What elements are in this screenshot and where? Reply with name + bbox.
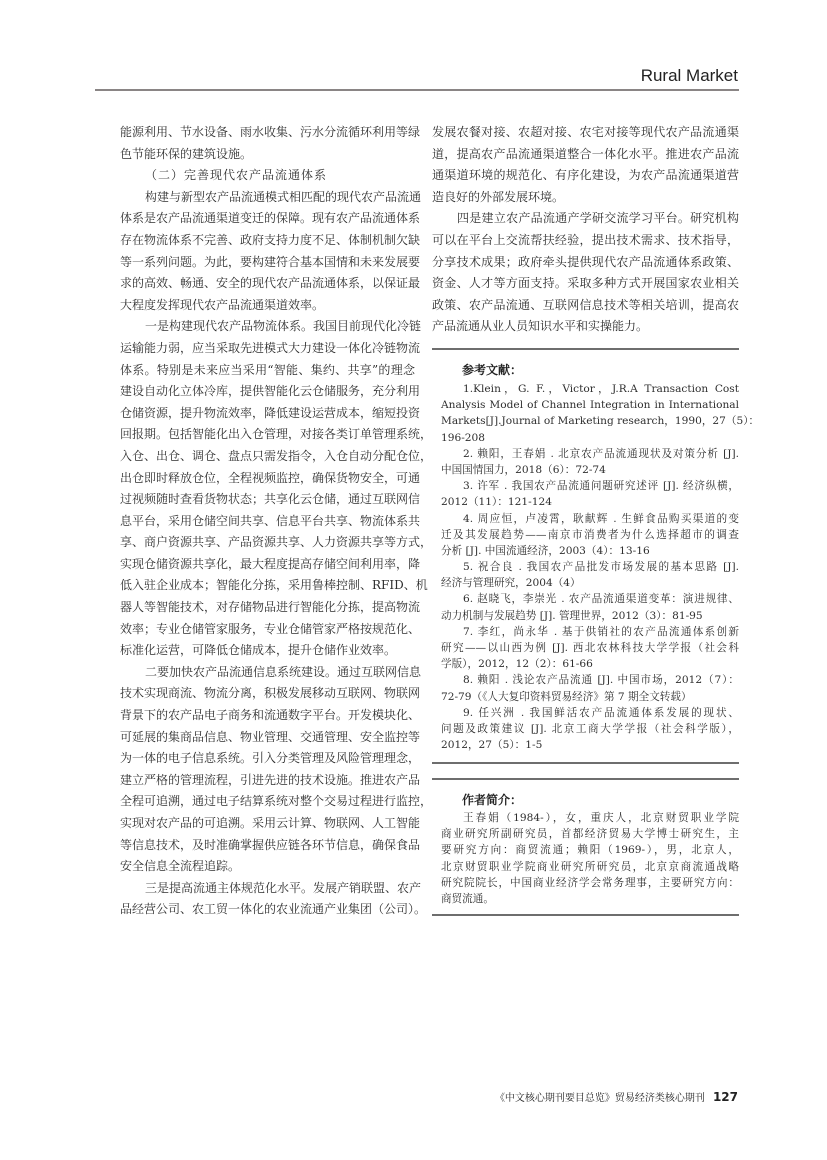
reference-line: 3. 许军 . 我国农产品流通问题研究述评 [J]. 经济纵横， bbox=[463, 480, 739, 493]
text-line: 色节能环保的建筑设施。 bbox=[120, 146, 253, 161]
left-text-column bbox=[120, 122, 433, 921]
reference-item bbox=[441, 381, 760, 446]
author-bio-line: 王春娟（1984-），女，重庆人，北京财贸职业学院 bbox=[463, 812, 739, 824]
text-line: 仓储资源，提升物流效率，降低建设运营成本，缩短投资 bbox=[120, 405, 421, 420]
text-line: 产品流通从业人员知识水平和实操能力。 bbox=[432, 319, 649, 334]
text-line: 低入驻企业成本；智能化分拣，采用鲁棒控制、RFID、机 bbox=[120, 578, 428, 593]
reference-line: 学版），2012，12（2）：61-66 bbox=[441, 658, 593, 671]
reference-line: 动力机制与发展趋势 [J]. 管理世界，2012（3）：81-95 bbox=[441, 609, 703, 622]
text-line: 可延展的集商品信息、物业管理、交通管理、安全监控等 bbox=[120, 729, 421, 744]
author-bio-line: 要研究方向：商贸流通；赖阳（1969-），男，北京人， bbox=[441, 844, 739, 857]
reference-line: 研究——以山西为例 [J]. 西北农林科技大学学报（社会科 bbox=[441, 642, 739, 654]
text-line: 通渠道环境的规范化、有序化建设，为农产品流通渠道营 bbox=[432, 168, 739, 183]
reference-line: 2012，27（5）：1-5 bbox=[441, 739, 543, 752]
text-line: 构建与新型农产品流通模式相匹配的现代农产品流通 bbox=[145, 189, 422, 204]
paragraph bbox=[120, 122, 421, 165]
text-line: 享、商户资源共享、产品资源共享、人力资源共享等方式， bbox=[120, 535, 433, 550]
text-line: 入仓、出仓、调仓、盘点只需发指令，入仓自动分配仓位， bbox=[120, 448, 433, 463]
author-bio-line: 商贸流通。 bbox=[441, 892, 494, 905]
text-line: 道，提高农产品流通渠道整合一体化水平。推进农产品流 bbox=[432, 146, 739, 161]
references-list bbox=[441, 381, 760, 753]
text-line: 全程可追溯，通过电子结算系统对整个交易过程进行监控， bbox=[120, 794, 433, 809]
text-line: 实现仓储资源共享化，最大程度提高存储空间利用率，降 bbox=[120, 556, 421, 571]
paragraph bbox=[120, 316, 433, 662]
text-line: 标准化运营，可降低仓储成本，提升仓储作业效率。 bbox=[120, 643, 397, 658]
section-heading bbox=[120, 165, 415, 187]
text-line: 求的高效、畅通、安全的现代农产品流通体系，以保证最 bbox=[120, 276, 421, 291]
text-line: 体系。特别是未来应当采用“智能、集约、共享”的理念 bbox=[120, 362, 415, 377]
reference-line: 迁及其发展趋势——南京市消费者为什么选择超市的调查 bbox=[441, 528, 739, 541]
text-line: 为一体的电子信息系统。引入分类管理及风险管理理念， bbox=[120, 751, 421, 766]
text-line: 存在物流体系不完善、政府支持力度不足、体制机制欠缺 bbox=[120, 232, 421, 247]
text-line: 技术实现商流、物流分离，积极发展移动互联网、物联网 bbox=[120, 686, 421, 701]
text-line: 三是提高流通主体规范化水平。发展产销联盟、农产 bbox=[145, 880, 422, 895]
page-footer bbox=[495, 1089, 738, 1104]
references-title: 参考文献： bbox=[462, 363, 523, 377]
text-line: 一是构建现代农产品物流体系。我国目前现代化冷链 bbox=[145, 319, 422, 334]
text-line: 四是建立农产品流通产学研交流学习平台。研究机构 bbox=[457, 211, 739, 226]
text-line: 品经营公司、农工贸一体化的农业流通产业集团（公司）。 bbox=[120, 902, 427, 917]
text-line: 运输能力弱，应当采取先进模式大力建设一体化冷链物流 bbox=[120, 340, 421, 355]
text-line: 造良好的外部发展环境。 bbox=[432, 189, 565, 204]
reference-item bbox=[441, 591, 739, 623]
reference-item bbox=[441, 446, 739, 478]
text-line: 资金、人才等方面支持。采取多种方式开展国家农业相关 bbox=[432, 276, 739, 291]
reference-line: 8. 赖阳 . 浅论农产品流通 [J]. 中国市场，2012（7）： bbox=[463, 674, 739, 687]
text-line: 能源利用、节水设备、雨水收集、污水分流循环利用等绿 bbox=[120, 125, 421, 139]
journal-header-title: Rural Market bbox=[640, 66, 738, 85]
reference-line: 2. 赖阳，王春娟 . 北京农产品流通现状及对策分析 [J]. bbox=[463, 447, 739, 460]
reference-line: Markets[J].Journal of Marketing research，1990，27（5）： bbox=[441, 415, 760, 428]
text-line: 等一系列问题。为此，要构建符合基本国情和未来发展要 bbox=[120, 254, 421, 269]
right-text-column bbox=[432, 122, 739, 338]
paragraph bbox=[120, 187, 422, 317]
reference-line: 经济与管理研究，2004（4） bbox=[441, 577, 581, 590]
text-line: 息平台，采用仓储空间共享、信息平台共享、物流体系共 bbox=[120, 513, 421, 528]
author-bio-text bbox=[441, 810, 739, 907]
text-line: 大程度发挥现代农产品流通渠道效率。 bbox=[120, 297, 325, 312]
paragraph bbox=[120, 662, 433, 878]
text-line: 出仓即时释放仓位，全程视频监控，确保货物安全，可通 bbox=[120, 470, 421, 485]
author-bio-title: 作者简介： bbox=[462, 793, 523, 807]
paragraph bbox=[432, 208, 739, 338]
author-bio-line: 商业研究所副研究员，首都经济贸易大学博士研究生，主 bbox=[441, 828, 739, 841]
text-line: （二）完善现代农产品流通体系 bbox=[145, 168, 328, 183]
reference-line: 9. 任兴洲 . 我国鲜活农产品流通体系发展的现状、 bbox=[463, 706, 739, 719]
reference-line: 1.Klein，G. F.，Victor，J.R.A Transaction Cost bbox=[463, 383, 739, 395]
reference-item bbox=[441, 478, 739, 510]
text-line: 分享技术成果；政府牵头提供现代农产品流通体系政策、 bbox=[432, 254, 739, 269]
reference-line: Analysis Model of Channel Integration in International bbox=[441, 399, 739, 412]
author-bio-box bbox=[432, 778, 739, 916]
reference-line: 72-79（《人大复印资料贸易经济》第 7 期全文转载） bbox=[441, 690, 692, 703]
reference-item bbox=[441, 705, 739, 754]
text-line: 可以在平台上交流帮扶经验，提出技术需求、技术指导， bbox=[432, 232, 739, 247]
reference-item bbox=[441, 511, 739, 560]
page-number: 127 bbox=[712, 1090, 738, 1104]
text-line: 政策、农产品流通、互联网信息技术等相关培训，提高农 bbox=[432, 297, 739, 312]
text-line: 过视频随时查看货物状态；共享化云仓储，通过互联网信 bbox=[120, 492, 421, 507]
reference-line: 2012（11）：121-124 bbox=[441, 496, 552, 509]
reference-line: 4. 周应恒，卢凌霄，耿献辉 . 生鲜食品购买渠道的变 bbox=[463, 512, 739, 525]
text-line: 建立严格的管理流程，引进先进的技术设施。推进农产品 bbox=[120, 772, 421, 787]
references-box bbox=[432, 348, 760, 764]
reference-line: 问题及政策建议 [J]. 北京工商大学学报（社会科学版）， bbox=[441, 722, 739, 735]
reference-line: 中国国情国力，2018（6）：72-74 bbox=[441, 463, 606, 476]
author-bio-line: 北京财贸职业学院商业研究所研究员，北京京商流通战略 bbox=[441, 860, 739, 873]
text-line: 安全信息全流程追踪。 bbox=[120, 859, 241, 874]
text-line: 发展农餐对接、农超对接、农宅对接等现代农产品流通渠 bbox=[432, 125, 739, 139]
author-bio-line: 研究院院长，中国商业经济学会常务理事，主要研究方向： bbox=[441, 876, 739, 889]
reference-line: 7. 李红，尚永华 . 基于供销社的农产品流通体系创新 bbox=[463, 625, 739, 638]
text-line: 器人等智能技术，对存储物品进行智能化分拣，提高物流 bbox=[120, 600, 421, 615]
text-line: 实现对农产品的可追溯。采用云计算、物联网、人工智能 bbox=[120, 816, 421, 830]
reference-line: 5. 祝合良 . 我国农产品批发市场发展的基本思路 [J]. bbox=[463, 561, 739, 574]
paragraph bbox=[432, 122, 739, 208]
paragraph bbox=[120, 878, 427, 921]
text-line: 二要加快农产品流通信息系统建设。通过互联网信息 bbox=[145, 664, 422, 679]
reference-line: 196-208 bbox=[441, 431, 486, 444]
reference-line: 分析 [J]. 中国流通经济，2003（4）：13-16 bbox=[441, 544, 650, 557]
header-divider bbox=[95, 89, 739, 91]
footer-journal-text: 《中文核心期刊要目总览》贸易经济类核心期刊 bbox=[494, 1093, 705, 1104]
text-line: 等信息技术，及时准确掌握供应链各环节信息，确保食品 bbox=[120, 837, 421, 852]
reference-item bbox=[441, 559, 739, 591]
reference-item bbox=[441, 672, 739, 704]
text-line: 背景下的农产品电子商务和流通数字平台。开发模块化、 bbox=[120, 708, 421, 723]
text-line: 回报期。包括智能化出入仓管理，对接各类订单管理系统， bbox=[120, 427, 433, 442]
text-line: 体系是农产品流通渠道变迁的保障。现有农产品流通体系 bbox=[120, 211, 421, 226]
text-line: 建设自动化立体冷库，提供智能化云仓储服务，充分利用 bbox=[120, 384, 421, 399]
text-line: 效率；专业仓储管家服务，专业仓储管家严格按规范化、 bbox=[120, 621, 421, 636]
reference-item bbox=[441, 624, 739, 673]
reference-line: 6. 赵晓飞，李崇光 . 农产品流通渠道变革：演进规律、 bbox=[463, 593, 739, 606]
